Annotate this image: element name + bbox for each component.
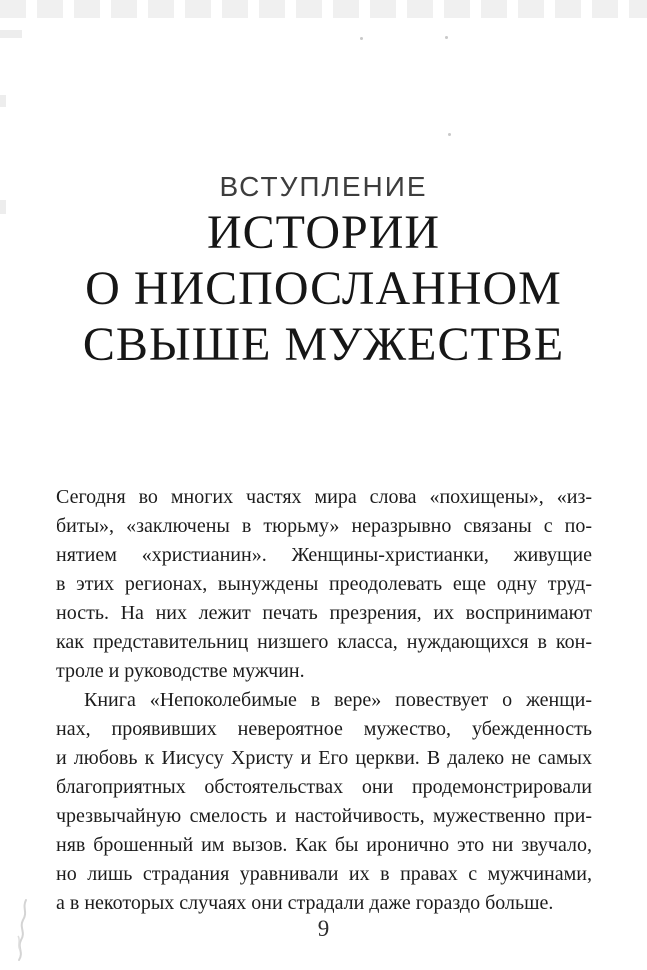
body-text [56,483,592,918]
text-line: Сегодня во многих частях мира слова «похищены», «из- [56,486,592,508]
text-line: нах, проявивших невероятное мужество, убежденность [56,718,592,740]
chapter-kicker: ВСТУПЛЕНИЕ [219,171,428,202]
scan-top-dashes [0,0,647,18]
chapter-title [0,205,647,373]
scan-edge-mark [0,30,22,38]
scan-speck [448,133,451,136]
text-line: нятием «христианин». Женщины-христианки, живущие [56,544,592,566]
text-line: Книга «Непоколебимые в вере» повествует о женщи- [84,689,592,711]
text-line: но лишь страдания уравнивали их в правах с мужчинами, [56,863,592,885]
text-line: няв брошенный им вызов. Как бы иронично это ни звучало, [56,834,592,856]
scan-edge-mark [0,95,6,107]
scan-speck [360,37,363,40]
chapter-title-line: СВЫШЕ МУЖЕСТВЕ [82,318,565,371]
chapter-title-line: ИСТОРИИ [206,206,441,259]
text-line: биты», «заключены в тюрьму» неразрывно связаны с по- [56,515,592,537]
scan-speck [445,36,448,39]
text-line: ность. На них лежит печать презрения, их воспринимают [56,602,592,624]
page-number: 9 [317,916,330,941]
text-line: благоприятных обстоятельствах они продемонстрировали [56,776,592,798]
text-line: как представительниц низшего класса, нуждающихся в кон- [56,631,592,653]
text-line: в этих регионах, вынуждены преодолевать еще одну труд- [56,573,592,595]
text-line: и любовь к Иисусу Христу и Его церкви. В далеко не самых [56,747,592,769]
text-line: троле и руководстве мужчин. [56,660,305,682]
text-line: а в некоторых случаях они страдали даже гораздо больше. [56,892,554,914]
chapter-title-line: О НИСПОСЛАННОМ [85,262,562,315]
text-line: чрезвычайную смелость и настойчивость, мужественно при- [56,805,592,827]
